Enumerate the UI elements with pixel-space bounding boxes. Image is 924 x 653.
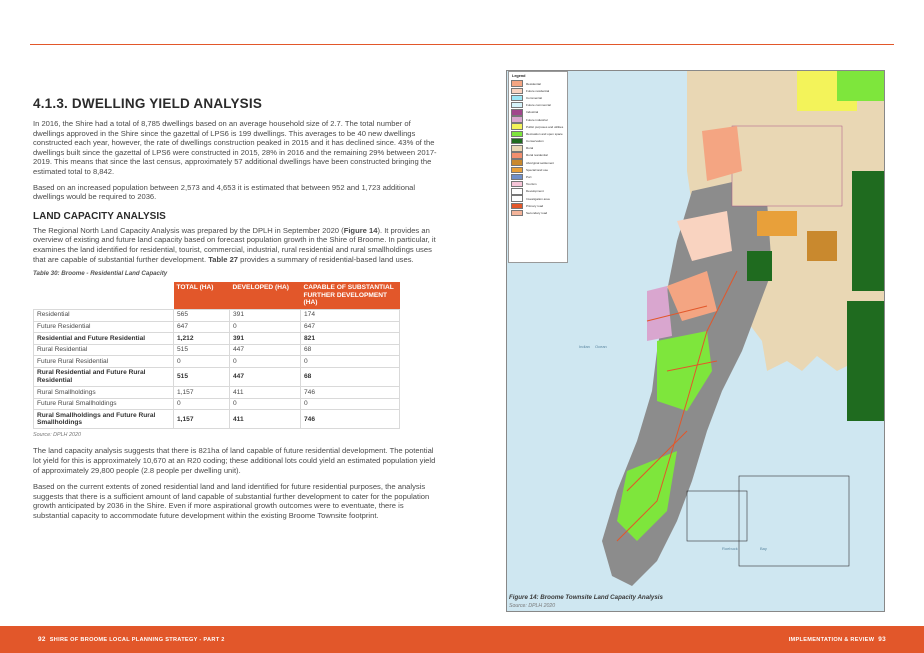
legend-label: Rural residential [526,153,548,158]
table-source: Source: DPLH 2020 [33,432,81,439]
table-cell-capable: 0 [301,356,400,368]
table-row [34,333,400,345]
table-row [34,387,400,399]
header-label [34,282,174,309]
paragraph-analysis: The land capacity analysis suggests that there is 821ha of land capable of future residential development. The potential lot yield for this is approximately 10,670 at an R20 coding; these additional lots could yield an estimated population yield of approximately 29,800 people (2.8 people per dwelling unit). [33,446,436,475]
legend-swatch [511,174,523,181]
legend-swatch [511,167,523,174]
legend-item [511,209,567,216]
right-page-number: 93 [878,636,886,643]
table-cell-capable: 746 [301,387,400,399]
left-page-content [33,96,438,521]
ocean-label: Roebuck [722,546,738,551]
table-cell-label: Residential and Future Residential [34,333,174,345]
table-cell-developed: 411 [230,410,301,429]
table-cell-label: Future Residential [34,321,174,333]
legend-item [511,109,567,116]
legend-swatch [511,102,523,109]
table-cell-total: 1,212 [174,333,230,345]
table-cell-developed: 391 [230,309,301,321]
table-cell-label: Residential [34,309,174,321]
legend-label: Primary road [526,203,544,208]
table-cell-capable: 0 [301,398,400,410]
table-cell-label: Rural Residential [34,344,174,356]
figure-source: Source: DPLH 2020 [509,603,556,609]
legend-item [511,181,567,188]
legend-items [509,80,567,217]
legend-label: Residential [526,81,541,86]
header-total: TOTAL (HA) [174,282,230,309]
legend-item [511,87,567,94]
legend-item [511,166,567,173]
legend-label: Future commercial [526,103,551,108]
legend-swatch [511,80,523,87]
legend-item [511,138,567,145]
table-cell-label: Future Rural Smallholdings [34,398,174,410]
paragraph-land-capacity [33,226,438,264]
legend-label: Future industrial [526,117,548,122]
legend-item [511,94,567,101]
table-cell-label: Rural Residential and Future Rural Residential [34,367,174,386]
legend-item [511,80,567,87]
legend-label: Recreation and open space [526,131,563,136]
figure-reference: Figure 14 [343,225,378,235]
left-page-number: 92 [38,636,46,643]
table-row [34,398,400,410]
table-cell-total: 515 [174,367,230,386]
legend-swatch [511,116,523,123]
legend-label: Tourism [526,182,537,187]
legend-swatch [511,145,523,152]
legend-item [511,195,567,202]
table-cell-developed: 391 [230,333,301,345]
header-capable: CAPABLE OF SUBSTANTIAL FURTHER DEVELOPMENT (HA) [301,282,400,309]
legend-title: Legend [512,74,526,78]
text-run: The Regional North Land Capacity Analysis was prepared by the DPLH in September 2020 ( [33,225,344,235]
table-caption: Table 30: Broome - Residential Land Capacity [33,270,168,278]
legend-swatch [511,203,523,210]
table-cell-total: 565 [174,309,230,321]
table-cell-total: 0 [174,398,230,410]
legend-label: Conservation [526,139,544,144]
table-cell-developed: 411 [230,387,301,399]
legend-swatch [511,181,523,188]
table-row [34,367,400,386]
legend-item [511,159,567,166]
table-row [34,321,400,333]
legend-label: Commercial [526,95,543,100]
legend-swatch [511,109,523,116]
legend-swatch [511,138,523,145]
table-cell-total: 1,157 [174,387,230,399]
legend-label: Port [526,175,532,180]
legend-swatch [511,95,523,102]
land-capacity-table [33,282,400,429]
table-cell-capable: 68 [301,344,400,356]
legend-swatch [511,88,523,95]
table-row [34,410,400,429]
legend-item [511,123,567,130]
table-body [34,309,400,429]
table-cell-developed: 447 [230,344,301,356]
legend-swatch [511,188,523,195]
table-reference: Table 27 [208,254,239,264]
legend-item [511,173,567,180]
legend-label: Public purposes and utilities [526,124,564,129]
table-cell-developed: 0 [230,321,301,333]
figure-caption: Figure 14: Broome Townsite Land Capacity Analysis [509,594,663,601]
legend-swatch [511,210,523,217]
ocean-label: Bay [760,546,767,551]
legend-label: Special land use [526,167,549,172]
text-run: provides a summary of residential-based land uses. [238,254,414,264]
footer-right [789,636,890,643]
legend-label: Secondary road [526,210,548,215]
top-rule [30,44,894,45]
table-cell-total: 647 [174,321,230,333]
legend-swatch [511,159,523,166]
table-cell-label: Rural Smallholdings and Future Rural Smallholdings [34,410,174,429]
legend-swatch [511,152,523,159]
legend-item [511,130,567,137]
subheading-land-capacity: LAND CAPACITY ANALYSIS [33,210,166,222]
table-cell-label: Rural Smallholdings [34,387,174,399]
ocean-label: Ocean [595,344,607,349]
legend-swatch [511,195,523,202]
legend-item [511,145,567,152]
left-running-title: SHIRE OF BROOME LOCAL PLANNING STRATEGY - PART 2 [49,637,225,643]
legend-item [511,202,567,209]
legend-label: Investigation area [526,196,550,201]
ocean-label: Indian [579,344,590,349]
paragraph-population: Based on an increased population between 2,573 and 4,653 it is estimated that between 952 and 1,723 additional dwellings would be required to 2036. [33,182,416,202]
table-cell-developed: 447 [230,367,301,386]
legend-label: Aboriginal settlement [526,160,555,165]
paragraph-dwellings: In 2016, the Shire had a total of 8,785 dwellings based on an average household size of 2.7. The total number of dwellings approved in the Shire since the gazettal of LPS6 is 199 dwellings. This averages to be 40 new dwellings constructed each year, however, the rate of dwellings construction peaked in 2015 and it has declined since. 43% of the dwellings built since the gazettal of LPS6 were constructed in 2015, 28% in 2016 and the remaining 29% between 2017-2019. This means that since the last census, approximately 57 additional dwellings have been constructed bringing the estimated total to 8,842. [33,119,437,176]
legend-item [511,102,567,109]
table-cell-total: 515 [174,344,230,356]
header-developed: DEVELOPED (HA) [230,282,301,309]
table-header-row [34,282,400,309]
legend-label: Industrial [526,110,539,115]
table-row [34,344,400,356]
footer-bar [0,626,924,653]
legend-item [511,188,567,195]
legend-swatch [511,131,523,138]
table-cell-capable: 647 [301,321,400,333]
legend-label: Rural [526,146,534,151]
legend-swatch [511,123,523,130]
table-cell-capable: 821 [301,333,400,345]
table-row [34,309,400,321]
table-cell-capable: 174 [301,309,400,321]
table-cell-developed: 0 [230,356,301,368]
table-cell-capable: 746 [301,410,400,429]
section-heading: 4.1.3. DWELLING YIELD ANALYSIS [33,96,263,111]
legend-label: Future residential [526,88,550,93]
right-running-title: IMPLEMENTATION & REVIEW [788,637,875,643]
text-run: ). It provides an overview of existing and future land capacity based on forecast population growth in the Shire of Broome. In particular, it examines the land identified for residential, tourist, commercial, industrial, rural residential and rural smallholdings uses that are capable of substantial further development. [33,225,436,264]
footer-left [34,636,225,643]
table-cell-label: Future Rural Residential [34,356,174,368]
map-legend [508,71,568,263]
table-row [34,356,400,368]
paragraph-conclusion: Based on the current extents of zoned residential land and land identified for future residential purposes, the analysis suggests that there is a sufficient amount of land capable of substantial further development to cater for the population growth anticipated by 2036 in the Shire. Even if more aspirational growth outcomes were to eventuate, there is substantial capacity to accommodate future development within the existing Broome Townsite footprint. [33,482,430,520]
table-cell-total: 0 [174,356,230,368]
legend-label: Development [526,189,544,194]
legend-item [511,116,567,123]
table-cell-capable: 68 [301,367,400,386]
legend-item [511,152,567,159]
table-cell-total: 1,157 [174,410,230,429]
table-cell-developed: 0 [230,398,301,410]
